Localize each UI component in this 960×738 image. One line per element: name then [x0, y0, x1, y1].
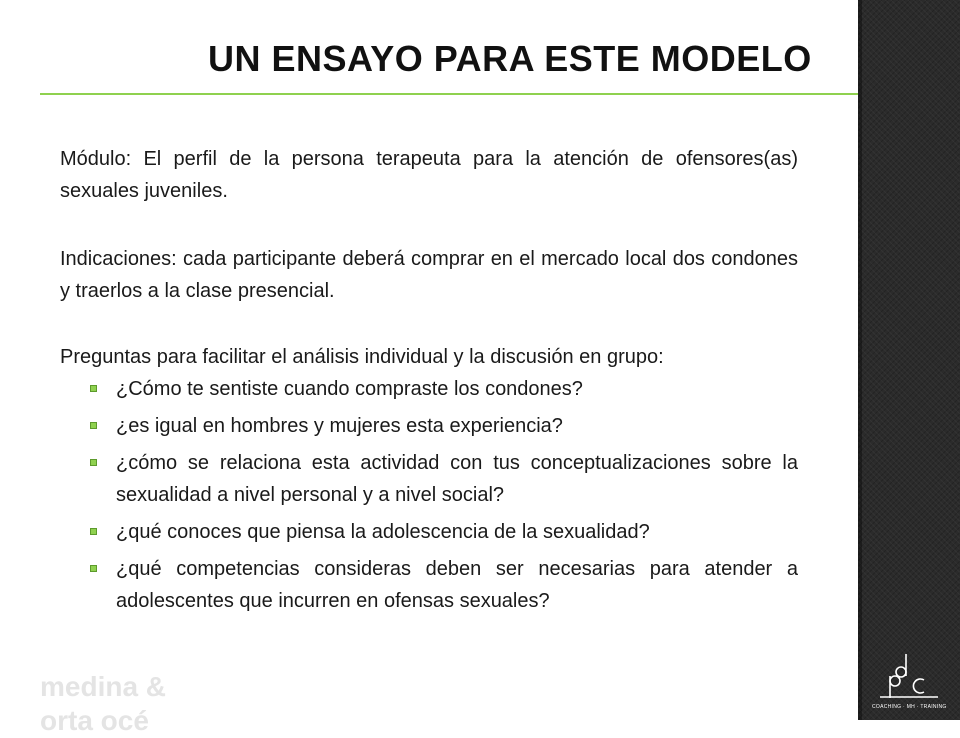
- question-text: ¿qué conoces que piensa la adolescencia de la sexualidad?: [116, 521, 650, 543]
- question-item: [60, 410, 798, 442]
- pdc-logo: [872, 650, 946, 712]
- pdc-logo-icon: [872, 650, 946, 704]
- question-text: ¿cómo se relaciona esta actividad con tus conceptualizaciones sobre la sexualidad a nivel personal y a nivel social?: [116, 452, 798, 506]
- sidebar-edge-shadow: [858, 0, 862, 720]
- instructions-paragraph: Indicaciones: cada participante deberá comprar en el mercado local dos condones y traerlos a la clase presencial.: [60, 248, 798, 302]
- square-bullet-icon: [90, 385, 97, 392]
- questions-intro: Preguntas para facilitar el análisis individual y la discusión en grupo:: [60, 346, 664, 368]
- module-paragraph: Módulo: El perfil de la persona terapeuta para la atención de ofensores(as) sexuales juveniles.: [60, 148, 798, 202]
- question-item: [60, 516, 798, 548]
- slide-body: [60, 143, 798, 622]
- decorative-sidebar: [858, 0, 960, 720]
- question-item: [60, 553, 798, 617]
- slide-title: UN ENSAYO PARA ESTE MODELO: [208, 38, 812, 79]
- question-text: ¿qué competencias consideras deben ser necesarias para atender a adolescentes que incurren en ofensas sexuales?: [116, 558, 798, 612]
- question-text: ¿Cómo te sentiste cuando compraste los condones?: [116, 378, 583, 400]
- square-bullet-icon: [90, 528, 97, 535]
- square-bullet-icon: [90, 565, 97, 572]
- title-underline: [40, 93, 858, 95]
- question-item: [60, 373, 798, 405]
- question-item: [60, 447, 798, 511]
- watermark: [40, 670, 240, 736]
- question-text: ¿es igual en hombres y mujeres esta experiencia?: [116, 415, 563, 437]
- logo-tagline: COACHING · MH · TRAINING: [872, 704, 947, 710]
- square-bullet-icon: [90, 422, 97, 429]
- questions-list: [60, 373, 798, 617]
- square-bullet-icon: [90, 459, 97, 466]
- watermark-line-1: medina &: [40, 671, 167, 702]
- watermark-line-2: orta océ: [40, 705, 149, 736]
